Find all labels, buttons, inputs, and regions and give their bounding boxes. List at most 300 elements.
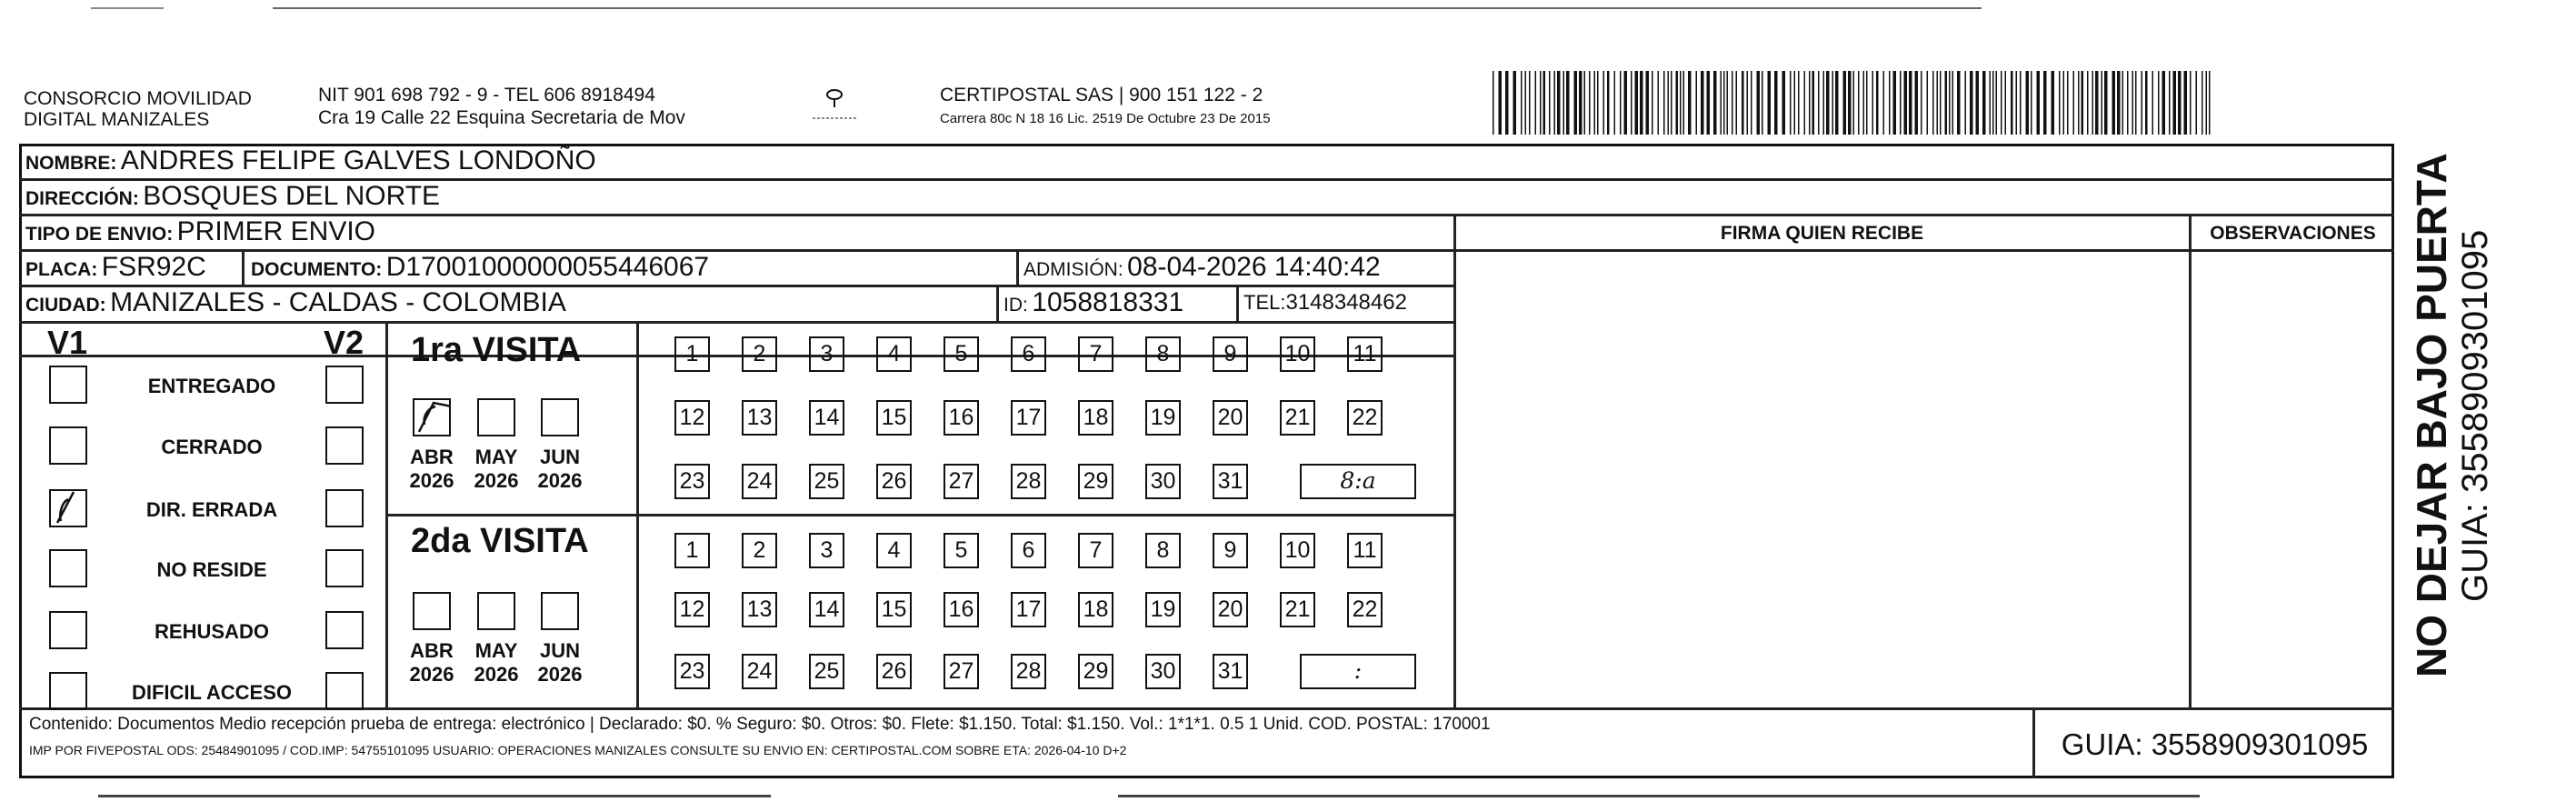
- day-box[interactable]: 1: [674, 336, 710, 372]
- month-label: JUN: [539, 446, 580, 468]
- barcode-bar: [1889, 71, 1891, 135]
- barcode-bar: [1818, 71, 1820, 135]
- barcode-bar: [2202, 71, 2203, 135]
- v1-checkbox[interactable]: [49, 611, 87, 649]
- month-checkbox[interactable]: [413, 398, 451, 436]
- barcode-bar: [1721, 71, 1722, 135]
- time-box[interactable]: :: [1300, 654, 1416, 689]
- id-value: 1058818331: [1032, 287, 1184, 317]
- barcode-bar: [1762, 71, 1763, 135]
- rule-status-col: [385, 321, 388, 709]
- year-label: 2026: [474, 663, 519, 686]
- barcode-bar: [2037, 71, 2041, 135]
- day-box[interactable]: 8: [1145, 336, 1181, 372]
- rule-firma-under: [1455, 249, 2394, 252]
- day-box[interactable]: 5: [944, 533, 979, 568]
- day-box[interactable]: 17: [1011, 400, 1046, 436]
- barcode-bar: [1774, 71, 1778, 135]
- documento-label: DOCUMENTO:: [251, 259, 383, 280]
- barcode-bar: [1915, 71, 1919, 135]
- day-box[interactable]: 7: [1078, 533, 1113, 568]
- day-box[interactable]: 1: [674, 533, 710, 568]
- barcode-bar: [1893, 71, 1897, 135]
- barcode-bar: [2190, 71, 2192, 135]
- barcode-bar: [1543, 71, 1546, 135]
- barcode-bar: [2142, 71, 2143, 135]
- month-label: MAY: [474, 446, 518, 468]
- barcode-bar: [1790, 71, 1792, 135]
- barcode-bar: [1872, 71, 1874, 135]
- visit2-title: 2da VISITA: [411, 522, 589, 560]
- barcode-bar: [1624, 71, 1628, 135]
- barcode-bar: [1757, 71, 1761, 135]
- day-box[interactable]: 18: [1078, 400, 1113, 436]
- barcode-bar: [2067, 71, 2069, 135]
- barcode-bar: [2059, 71, 2061, 135]
- carrier-logo: [807, 85, 862, 124]
- v2-checkbox[interactable]: [325, 611, 364, 649]
- barcode-bar: [1904, 71, 1908, 135]
- barcode-bar: [2117, 71, 2121, 135]
- side-warning: NO DEJAR BAJO PUERTA: [2408, 153, 2455, 677]
- year-label: 2026: [409, 663, 454, 686]
- barcode-bar: [1525, 71, 1527, 135]
- barcode-bar: [1676, 71, 1679, 135]
- day-box[interactable]: 30: [1145, 654, 1181, 689]
- top-cut-line: [273, 7, 1982, 9]
- barcode-bar: [2005, 71, 2007, 135]
- day-box[interactable]: 23: [674, 654, 710, 689]
- day-box[interactable]: 9: [1213, 336, 1248, 372]
- rule-adm: [1016, 249, 1019, 286]
- barcode-bar: [2078, 71, 2080, 135]
- barcode-bar: [1876, 71, 1879, 135]
- v2-checkbox[interactable]: [325, 489, 364, 527]
- barcode-bar: [1952, 71, 1954, 135]
- day-box[interactable]: 12: [674, 592, 710, 627]
- barcode-bar: [1499, 71, 1503, 135]
- barcode-bar: [1782, 71, 1786, 135]
- barcode-bar: [1843, 71, 1847, 135]
- tipo-row: [25, 216, 375, 252]
- month-label: ABR: [410, 446, 454, 468]
- admision-cell: [1023, 252, 1381, 287]
- documento-value: D17001000000055446067: [385, 252, 710, 282]
- barcode-bar: [2196, 71, 2198, 135]
- rule-footer-top: [19, 707, 2394, 710]
- tel-label: TEL:: [1243, 291, 1286, 314]
- barcode-bar: [2063, 71, 2065, 135]
- rule-right-col: [1453, 214, 1456, 710]
- barcode-bar: [1671, 71, 1672, 135]
- barcode-bar: [1809, 71, 1811, 135]
- barcode-bar: [1513, 71, 1517, 135]
- day-box[interactable]: 6: [1011, 533, 1046, 568]
- day-box[interactable]: 26: [876, 654, 912, 689]
- barcode-bar: [1976, 71, 1980, 135]
- month-checkbox[interactable]: [413, 592, 451, 630]
- day-box[interactable]: 21: [1280, 592, 1315, 627]
- barcode-bar: [1683, 71, 1685, 135]
- barcode-bar: [1505, 71, 1509, 135]
- placa-label: PLACA:: [25, 259, 98, 280]
- barcode-bar: [1736, 71, 1738, 135]
- barcode-bar: [1549, 71, 1551, 135]
- barcode-bar: [1535, 71, 1537, 135]
- barcode-bar: [1751, 71, 1752, 135]
- barcode-bar: [1579, 71, 1583, 135]
- day-box[interactable]: 27: [944, 464, 979, 499]
- barcode-bar: [1965, 71, 1967, 135]
- barcode-bar: [1614, 71, 1616, 135]
- barcode-bar: [1620, 71, 1622, 135]
- barcode-bar: [1727, 71, 1729, 135]
- month-checkbox[interactable]: [477, 592, 515, 630]
- barcode-bar: [2082, 71, 2084, 135]
- barcode-bar: [1597, 71, 1599, 135]
- year-label: 2026: [474, 469, 519, 492]
- side-guia: GUIA: 3558909301095: [2455, 229, 2495, 602]
- day-box[interactable]: 22: [1347, 592, 1383, 627]
- barcode-bar: [2104, 71, 2108, 135]
- barcode-bar: [1937, 71, 1939, 135]
- barcode-bar: [2087, 71, 2089, 135]
- day-box[interactable]: 5: [944, 336, 979, 372]
- barcode-bar: [2184, 71, 2188, 135]
- nombre-row: [25, 145, 596, 181]
- barcode-bar: [1866, 71, 1868, 135]
- v2-checkbox[interactable]: [325, 366, 364, 404]
- day-box[interactable]: 14: [809, 592, 844, 627]
- barcode-bar: [1640, 71, 1643, 135]
- barcode: [1491, 71, 2218, 135]
- day-box[interactable]: 19: [1145, 592, 1181, 627]
- barcode-bar: [1540, 71, 1542, 135]
- barcode-bar: [1529, 71, 1531, 135]
- barcode-bar: [1982, 71, 1986, 135]
- day-box[interactable]: 23: [674, 464, 710, 499]
- day-box[interactable]: 19: [1145, 400, 1181, 436]
- v1-checkbox[interactable]: [49, 426, 87, 465]
- check-mark-icon: [412, 397, 450, 436]
- v1-checkbox[interactable]: [49, 549, 87, 587]
- barcode-bar: [1707, 71, 1711, 135]
- day-box[interactable]: 29: [1078, 464, 1113, 499]
- barcode-bar: [1557, 71, 1561, 135]
- barcode-bar: [1493, 71, 1494, 135]
- barcode-bar: [1646, 71, 1650, 135]
- barcode-bar: [1594, 71, 1596, 135]
- day-box[interactable]: 17: [1011, 592, 1046, 627]
- status-label: NO RESIDE: [156, 558, 267, 581]
- barcode-bar: [1574, 71, 1578, 135]
- barcode-bar: [1992, 71, 1994, 135]
- month-checkbox[interactable]: [541, 398, 579, 436]
- barcode-bar: [1794, 71, 1796, 135]
- barcode-bar: [2162, 71, 2166, 135]
- barcode-bar: [1900, 71, 1902, 135]
- barcode-bar: [1853, 71, 1855, 135]
- check-mark-icon: [48, 488, 86, 526]
- day-box[interactable]: 4: [876, 533, 912, 568]
- footer-line1: Contenido: Documentos Medio recepción prueba de entrega: electrónico | Declarado: $0. % Seguro: $0. Otros: $0. Flete: $1.150. Total: $1.150. Vol.: 1*1*1. 0.5 1 Unid. COD. POSTAL: 170001: [29, 715, 1491, 734]
- id-label: ID:: [1003, 295, 1028, 316]
- day-box[interactable]: 30: [1145, 464, 1181, 499]
- month-label: MAY: [474, 639, 518, 662]
- day-box[interactable]: 24: [742, 654, 777, 689]
- barcode-bar: [2102, 71, 2103, 135]
- barcode-bar: [1768, 71, 1772, 135]
- sender-nit: NIT 901 698 792 - 9 - TEL 606 8918494: [318, 85, 655, 105]
- barcode-bar: [1921, 71, 1922, 135]
- barcode-bar: [2209, 71, 2211, 135]
- day-box[interactable]: 10: [1280, 533, 1315, 568]
- barcode-bar: [1607, 71, 1610, 135]
- rule-placa-doc: [242, 249, 245, 286]
- tipo-value: PRIMER ENVIO: [176, 216, 376, 246]
- day-box[interactable]: 11: [1347, 336, 1383, 372]
- day-box[interactable]: 25: [809, 654, 844, 689]
- barcode-bar: [1832, 71, 1834, 135]
- day-box[interactable]: 20: [1213, 592, 1248, 627]
- placa-value: FSR92C: [101, 252, 206, 282]
- barcode-bar: [1858, 71, 1860, 135]
- barcode-bar: [1554, 71, 1556, 135]
- year-label: 2026: [537, 469, 583, 492]
- status-label: DIFICIL ACCESO: [131, 681, 292, 704]
- ciudad-label: CIUDAD:: [25, 295, 106, 316]
- v1-checkbox[interactable]: [49, 366, 87, 404]
- day-box[interactable]: 20: [1213, 400, 1248, 436]
- barcode-bar: [1732, 71, 1733, 135]
- v2-checkbox[interactable]: [325, 672, 364, 710]
- rule-visit-split: [385, 514, 1455, 516]
- barcode-bar: [1990, 71, 1992, 135]
- documento-cell: [251, 252, 709, 287]
- barcode-bar: [1584, 71, 1586, 135]
- barcode-bar: [2026, 71, 2030, 135]
- barcode-bar: [1848, 71, 1852, 135]
- barcode-bar: [2016, 71, 2018, 135]
- barcode-bar: [2127, 71, 2129, 135]
- day-box[interactable]: 2: [742, 533, 777, 568]
- barcode-bar: [1668, 71, 1670, 135]
- year-label: 2026: [409, 469, 454, 492]
- barcode-bar: [1603, 71, 1605, 135]
- month-checkbox[interactable]: [477, 398, 515, 436]
- day-box[interactable]: 15: [876, 400, 912, 436]
- id-cell: [1003, 287, 1183, 323]
- barcode-bar: [1652, 71, 1653, 135]
- barcode-bar: [1996, 71, 1998, 135]
- day-box[interactable]: 29: [1078, 654, 1113, 689]
- rule-obs-col: [2189, 214, 2192, 710]
- placa-cell: [25, 252, 206, 287]
- v1-label: V1: [47, 324, 88, 361]
- direccion-value: BOSQUES DEL NORTE: [143, 181, 441, 211]
- barcode-bar: [1688, 71, 1692, 135]
- barcode-bar: [2043, 71, 2047, 135]
- tel-cell: [1243, 287, 1407, 321]
- day-box[interactable]: 13: [742, 592, 777, 627]
- barcode-bar: [2158, 71, 2160, 135]
- barcode-bar: [1680, 71, 1682, 135]
- barcode-bar: [1798, 71, 1800, 135]
- day-box[interactable]: 12: [674, 400, 710, 436]
- barcode-bar: [1883, 71, 1885, 135]
- sender-name-line1: CONSORCIO MOVILIDAD: [24, 88, 252, 109]
- barcode-bar: [1826, 71, 1830, 135]
- top-cut-line-left: [91, 7, 164, 9]
- day-box[interactable]: 28: [1011, 654, 1046, 689]
- barcode-bar: [2122, 71, 2124, 135]
- barcode-bar: [1949, 71, 1951, 135]
- ciudad-cell: [25, 287, 566, 323]
- year-label: 2026: [537, 663, 583, 686]
- footer-guia: GUIA: 3558909301095: [2061, 727, 2369, 761]
- v2-checkbox[interactable]: [325, 549, 364, 587]
- barcode-bar: [1521, 71, 1523, 135]
- day-box[interactable]: 11: [1347, 533, 1383, 568]
- day-box[interactable]: 21: [1280, 400, 1315, 436]
- direccion-label: DIRECCIÓN:: [25, 188, 139, 209]
- day-box[interactable]: 24: [742, 464, 777, 499]
- time-box[interactable]: 8:a: [1300, 464, 1416, 499]
- day-box[interactable]: 27: [944, 654, 979, 689]
- barcode-bar: [2112, 71, 2116, 135]
- barcode-bar: [1927, 71, 1929, 135]
- admision-label: ADMISIÓN:: [1023, 259, 1123, 280]
- barcode-bar: [1696, 71, 1698, 135]
- day-box[interactable]: 26: [876, 464, 912, 499]
- carrier-address: Carrera 80c N 18 16 Lic. 2519 De Octubre 23 De 2015: [940, 111, 1271, 126]
- carrier-name: CERTIPOSTAL SAS | 900 151 122 - 2: [940, 85, 1263, 105]
- day-box[interactable]: 15: [876, 592, 912, 627]
- v2-label: V2: [324, 324, 364, 361]
- barcode-bar: [1701, 71, 1704, 135]
- admision-value: 08-04-2026 14:40:42: [1127, 252, 1381, 282]
- barcode-bar: [1635, 71, 1639, 135]
- barcode-bar: [1970, 71, 1973, 135]
- barcode-bar: [2169, 71, 2171, 135]
- barcode-bar: [2152, 71, 2154, 135]
- barcode-bar: [1747, 71, 1749, 135]
- barcode-bar: [2020, 71, 2022, 135]
- bottom-cut-line: [98, 795, 771, 797]
- status-label: CERRADO: [161, 436, 263, 458]
- status-label: REHUSADO: [155, 620, 269, 643]
- bottom-cut-line-right: [1118, 795, 2200, 797]
- rule-id: [996, 285, 999, 321]
- barcode-bar: [1566, 71, 1570, 135]
- v1-checkbox[interactable]: [49, 489, 87, 527]
- day-box[interactable]: 8: [1145, 533, 1181, 568]
- day-box[interactable]: 28: [1011, 464, 1046, 499]
- nombre-label: NOMBRE:: [25, 153, 117, 174]
- sender-address: Cra 19 Calle 22 Esquina Secretaria de Mov: [318, 107, 685, 128]
- barcode-bar: [1823, 71, 1825, 135]
- barcode-bar: [1863, 71, 1865, 135]
- observaciones-header: OBSERVACIONES: [2210, 223, 2376, 244]
- barcode-bar: [1631, 71, 1632, 135]
- rule-months-col: [636, 321, 639, 709]
- barcode-bar: [2173, 71, 2177, 135]
- day-box[interactable]: 16: [944, 592, 979, 627]
- day-box[interactable]: 3: [809, 533, 844, 568]
- month-label: ABR: [410, 639, 454, 662]
- barcode-bar: [1812, 71, 1815, 135]
- barcode-bar: [1589, 71, 1591, 135]
- day-box[interactable]: 9: [1213, 533, 1248, 568]
- firma-header: FIRMA QUIEN RECIBE: [1720, 223, 1924, 244]
- barcode-bar: [1742, 71, 1744, 135]
- day-box[interactable]: 22: [1347, 400, 1383, 436]
- month-label: JUN: [539, 639, 580, 662]
- month-checkbox[interactable]: [541, 592, 579, 630]
- barcode-bar: [1663, 71, 1665, 135]
- nombre-value: ANDRES FELIPE GALVES LONDOÑO: [120, 145, 596, 175]
- day-box[interactable]: 2: [742, 336, 777, 372]
- barcode-bar: [1945, 71, 1948, 135]
- day-box[interactable]: 6: [1011, 336, 1046, 372]
- barcode-bar: [1957, 71, 1961, 135]
- footer-line2: IMP POR FIVEPOSTAL ODS: 25484901095 / COD.IMP: 54755101095 USUARIO: OPERACIONES MANIZALES CONSULTE SU ENVIO EN: CERTIPOSTAL.COM SOBRE ETA: 2026-04-10 D+2: [29, 743, 1127, 757]
- tel-value: 3148348462: [1285, 290, 1407, 315]
- status-label: ENTREGADO: [147, 375, 276, 397]
- barcode-bar: [1563, 71, 1565, 135]
- barcode-bar: [1723, 71, 1725, 135]
- barcode-bar: [2095, 71, 2099, 135]
- barcode-bar: [1940, 71, 1942, 135]
- day-box[interactable]: 7: [1078, 336, 1113, 372]
- v2-checkbox[interactable]: [325, 426, 364, 465]
- day-box[interactable]: 31: [1213, 654, 1248, 689]
- day-box[interactable]: 13: [742, 400, 777, 436]
- barcode-bar: [1658, 71, 1660, 135]
- day-box[interactable]: 16: [944, 400, 979, 436]
- day-box[interactable]: 4: [876, 336, 912, 372]
- status-label: DIR. ERRADA: [145, 498, 278, 521]
- barcode-bar: [2132, 71, 2134, 135]
- barcode-bar: [1932, 71, 1934, 135]
- barcode-bar: [2052, 71, 2055, 135]
- day-box[interactable]: 14: [809, 400, 844, 436]
- barcode-bar: [2206, 71, 2208, 135]
- barcode-bar: [1804, 71, 1806, 135]
- barcode-bar: [2092, 71, 2094, 135]
- sender-name-line2: DIGITAL MANIZALES: [24, 109, 210, 130]
- barcode-bar: [2135, 71, 2137, 135]
- barcode-bar: [2011, 71, 2013, 135]
- tipo-label: TIPO DE ENVIO:: [25, 224, 174, 245]
- barcode-bar: [2001, 71, 2002, 135]
- day-box[interactable]: 10: [1280, 336, 1315, 372]
- barcode-bar: [2073, 71, 2075, 135]
- day-box[interactable]: 3: [809, 336, 844, 372]
- ciudad-value: MANIZALES - CALDAS - COLOMBIA: [110, 287, 566, 317]
- v1-checkbox[interactable]: [49, 672, 87, 710]
- barcode-bar: [1909, 71, 1912, 135]
- barcode-bar: [1835, 71, 1839, 135]
- barcode-bar: [1713, 71, 1717, 135]
- barcode-bar: [2031, 71, 2032, 135]
- rule-tel: [1236, 285, 1239, 321]
- barcode-bar: [2145, 71, 2148, 135]
- day-box[interactable]: 25: [809, 464, 844, 499]
- day-box[interactable]: 31: [1213, 464, 1248, 499]
- visit1-title: 1ra VISITA: [411, 331, 582, 369]
- day-box[interactable]: 18: [1078, 592, 1113, 627]
